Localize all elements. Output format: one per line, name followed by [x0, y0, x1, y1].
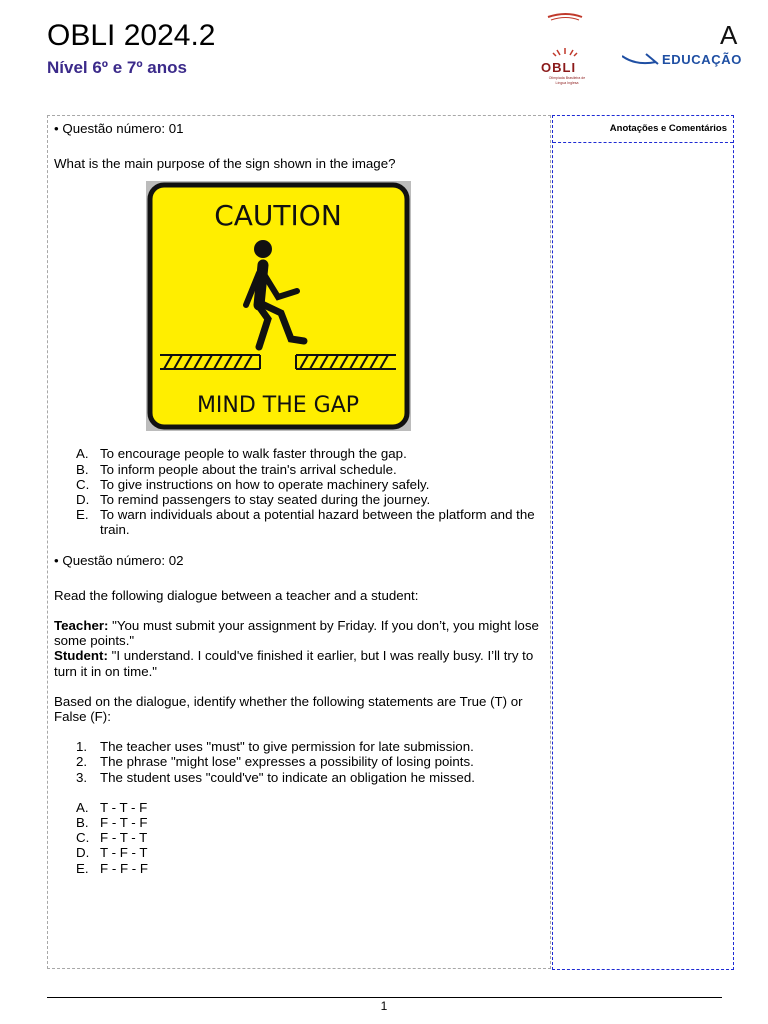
option-text: F - F - F: [100, 860, 148, 876]
option-text: To warn individuals about a potential hazard between the platform and the train.: [100, 507, 535, 538]
option-letter: D.: [76, 845, 90, 861]
answer-option[interactable]: [76, 860, 548, 876]
option-text: To encourage people to walk faster through the gap.: [100, 446, 407, 462]
statement-number: 1.: [76, 739, 88, 755]
footer-divider: [47, 997, 722, 998]
question-1-prompt: What is the main purpose of the sign shown in the image?: [54, 156, 396, 172]
answer-option[interactable]: [76, 476, 548, 492]
statement-item: [76, 769, 548, 785]
option-letter: A.: [76, 799, 89, 815]
answer-option[interactable]: [76, 815, 548, 831]
option-text: F - T - F: [100, 815, 148, 831]
speaker-student: Student:: [54, 648, 108, 664]
statement-text: The phrase "might lose" expresses a possibility of losing points.: [100, 754, 474, 770]
option-text: T - F - T: [100, 845, 148, 861]
obli-emblem-icon: [535, 12, 597, 62]
edu-logo-letter: A: [720, 20, 738, 50]
page-number: 1: [380, 999, 388, 1013]
answer-option[interactable]: [76, 799, 548, 815]
question-1-options: [54, 446, 548, 537]
page-title: OBLI 2024.2: [47, 19, 216, 52]
dialogue-teacher-line: [54, 618, 548, 648]
notes-heading: Anotações e Comentários: [553, 116, 733, 143]
option-letter: D.: [76, 492, 90, 508]
answer-option[interactable]: [76, 507, 548, 538]
student-speech: "I understand. I could've finished it earlier, but I was really busy. I’ll try to turn it in on time.": [54, 648, 534, 679]
option-letter: B.: [76, 815, 89, 831]
speaker-teacher: Teacher:: [54, 618, 109, 634]
option-text: To inform people about the train's arrival schedule.: [100, 461, 397, 477]
option-letter: B.: [76, 461, 89, 477]
option-text: To give instructions on how to operate machinery safely.: [100, 476, 430, 492]
questions-content: [54, 121, 548, 876]
dialogue-student-line: [54, 648, 548, 678]
obli-logo-word: OBLI: [541, 60, 577, 75]
statement-item: [76, 754, 548, 770]
option-text: T - T - F: [100, 799, 148, 815]
sign-top-text: CAUTION: [214, 199, 342, 233]
question-2-statements: [54, 739, 548, 785]
statement-number: 3.: [76, 769, 88, 785]
option-text: To remind passengers to stay seated during the journey.: [100, 492, 431, 508]
statement-number: 2.: [76, 754, 88, 770]
answer-option[interactable]: [76, 461, 548, 477]
option-letter: C.: [76, 476, 90, 492]
answer-option[interactable]: [76, 446, 548, 462]
obli-logo-tagline: Olimpíada Brasileira de Língua Inglesa: [548, 76, 586, 85]
statement-text: The student uses "could've" to indicate an obligation he missed.: [100, 769, 475, 785]
statement-text: The teacher uses "must" to give permission for late submission.: [100, 739, 474, 755]
option-letter: A.: [76, 446, 89, 462]
answer-option[interactable]: [76, 492, 548, 508]
statement-item: [76, 739, 548, 755]
question-2-heading: • Questão número: 02: [54, 552, 184, 568]
question-2-instruction: Based on the dialogue, identify whether the following statements are True (T) or False (F):: [54, 693, 523, 725]
question-2-prompt: Read the following dialogue between a teacher and a student:: [54, 587, 419, 603]
question-1-heading: • Questão número: 01: [54, 121, 184, 136]
edu-logo-word: EDUCAÇÃO: [662, 52, 742, 67]
teacher-speech: "You must submit your assignment by Friday. If you don’t, you might lose some points.": [54, 618, 539, 649]
option-letter: E.: [76, 507, 89, 523]
question-2-options: [54, 800, 548, 876]
level-subtitle: Nível 6º e 7º anos: [47, 58, 187, 77]
obli-logo: [535, 12, 597, 90]
answer-option[interactable]: [76, 845, 548, 861]
sign-bottom-text: MIND THE GAP: [196, 393, 360, 419]
education-logo: [622, 16, 742, 72]
notes-panel[interactable]: [552, 115, 734, 970]
option-text: F - T - T: [100, 830, 148, 846]
option-letter: C.: [76, 830, 90, 846]
caution-sign-image: [146, 181, 411, 431]
answer-option[interactable]: [76, 830, 548, 846]
option-letter: E.: [76, 860, 89, 876]
